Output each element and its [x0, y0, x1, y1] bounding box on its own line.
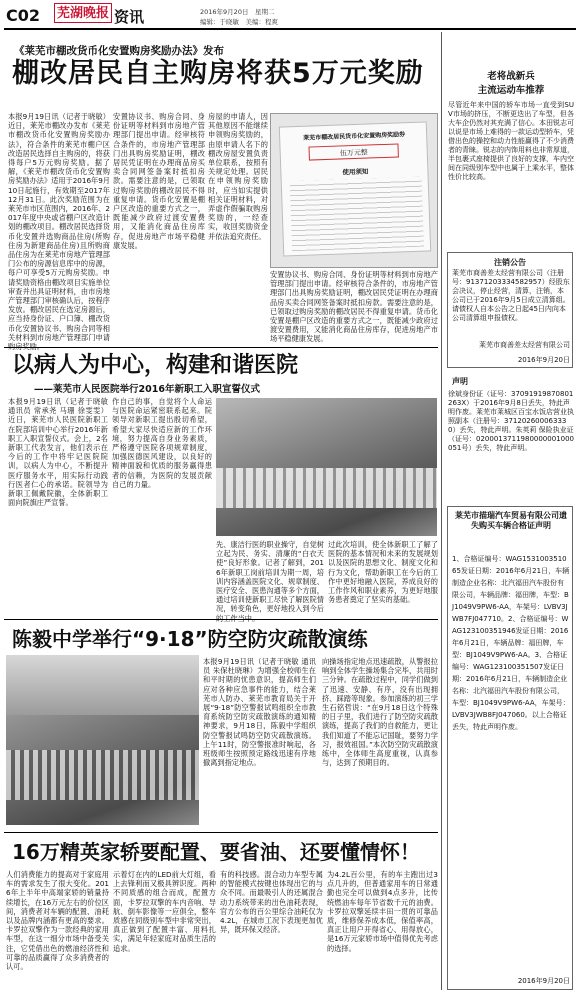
article4-body-col3: 有的科技感。混合动力车型专属的智能模式按键也体现出它的与众不同。而最吸引人的还属混合动力系统带来的出色油耗表现，官方公布的百公里综合油耗仅为4.2L，在城市工况下表现更加优异，既环保又经济。 [220, 870, 323, 935]
voucher-title: 莱芜市棚改居民货币化安置购房奖励券 [303, 131, 406, 142]
article3-headline: 陈毅中学举行“9·18”防空防灾疏散演练 [12, 627, 368, 651]
article2-body-col2: 作自己的事，自觉将个人命运与医院命运紧密联系起来。院领导对新职工提出殷切希望，希望大家尽快适应新的工作环境，努力提高自身业务素质，严格遵守医院各项规章制度，加强医德医风建设，以良好的精神面貌和优质的服务赢得患者的信赖，为医院的发展贡献自己的力量。 [112, 397, 212, 489]
voucher-amount: 伍万元整 [308, 143, 398, 160]
article1-kicker: 《莱芜市棚改货币化安置购房奖励办法》发布 [14, 45, 224, 57]
article3-body-col2: 向操场指定地点迅速疏散，从警报拉响到全体学生操场集合完毕，共用时三分钟。在疏散过程中，同学们做到了迅速、安静、有序，没有出现拥挤、踩踏等现象。参加演练的初三学生石铭哲说：“在9月18日这个特殊的日子里，我们进行了防空防灾疏散演练，提高了我们的自救能力，更让我们知道了不能忘记国耻，要努力学习，报效祖国。”本次防空防灾疏散演练中，全体师生高度重视，认真参与，达到了预期目的。 [322, 657, 438, 768]
article1-body-col3: 房屋的申请人，因其他原因不能继续申领购房奖励的，由原申请人名下的棚改房屋安置负责单位联系，按照有关规定处理。居民在申领购房奖励时，应当如实提供相关证明材料，对弄虚作假骗取购房奖励的，一经查实，收回奖励资金并依法追究责任。 [208, 112, 268, 241]
staff-rows [216, 468, 437, 508]
notice1-title: 注销公告 [494, 258, 526, 267]
notice1-box [447, 252, 573, 368]
header-rule [4, 28, 576, 30]
students-running [6, 750, 199, 800]
issue-date: 2016年9月20日 星期二 [200, 8, 275, 16]
article2-body: 本报9月19日讯（记者于晓敏 通讯员 常承尧 马珊 徐雯雯）近日，莱芜市人民医院新职工在院部培训中心举行2016年新职工入职宣誓仪式。会上，2名新职工代表发言，他们表示在今后的工作中将牢记医院院训，以病人为中心，不断提升医疗服务水平，用实际行动践行医者仁心的承诺。院领导为新职工佩戴院徽，全体新职工面向院旗庄严宣誓。 [8, 397, 108, 508]
sidebar-feature-title: 老将战新兵 [487, 71, 535, 82]
notice3-title: 莱芜市描瑞汽车贸易有限公司遗失购买车辆合格证声明 [455, 511, 567, 530]
article4-headline: 16万精英家轿要配置、要省油、还要懂情怀！ [12, 840, 420, 864]
article2-body-col4: 过此次培训，使全体新职工了解了医院的基本情况和未来的发展规划以及医院的思想文化、制度文化和行为文化，帮助新职工在今后的工作中更好地融入医院，养成良好的工作作风和职业素养，为更好地服务患者奠定了坚实的基础。 [328, 540, 438, 605]
notice1-signature: 莱芜市商善差太经营有限公司 [479, 341, 570, 349]
evacuation-drill-photo [6, 655, 199, 825]
notice3-body: 1、合格证编号：WAG153100351065发证日期：2016年6月21日，车辆制造企业名称：北汽福田汽车股份有限公司，车辆品牌：福田牌，车型：BJ1049V9PW6-AA，车架号：LVBV3JWB7FJ047710。2、合格证编号：WAG123100351946发证日期：2016年6月21日，车辆品牌：福田牌，车型：BJ1049V9PW6-AA。3、合格证编号：WAG123100351507发证日期：2016年6月21日，车辆制造企业名称：北汽福田汽车股份有限公司，车型：BJ1049V9PW6-AA，车架号：LVBV3JWB8FJ047060。以上合格证丢失，特此声明作废。 [452, 555, 570, 731]
voucher-document [279, 121, 431, 256]
newspaper-logo: 芜湖晚报 [54, 3, 112, 23]
page-code: C02 [6, 6, 41, 25]
article1-body-col4: 安置协议书、购房合同、身份证明等材料到市房地产管理部门提出申请。经审核符合条件的，市房地产管理部门出具购房奖励证明，棚改居民凭证明在办理商品房买卖合同网签备案时抵扣房款。需要注意的是，已领取过购房奖励的棚改居民不得重复申请。货币化安置是棚户区改造的重要方式之一，既能减少政府过渡安置费用，又能消化商品住房库存，促进房地产市场平稳健康发展。 [270, 270, 438, 344]
sidebar-divider [441, 32, 442, 990]
article3-body: 本报9月19日讯（记者于晓敏 通讯员 朱保杜晓琳）为增强全校师生在和平时期的忧患意识，提高师生们应对各种应急事件的能力，结合莱芜市人防办、莱芜市教育局关于开展“9·18”防空警报试鸣组织全市教育系统防空防灾疏散演练的通知精神要求，9月18日，陈毅中学组织防空警报试鸣防空防灾疏散演练。上午11时，防空警报准时响起，各班级师生按照预定路线迅速有序地撤离到指定地点。 [203, 657, 316, 768]
notice3-date: 2016年9月20日 [517, 977, 570, 985]
article2-headline: 以病人为中心，构建和谐医院 [12, 353, 299, 378]
notice1-body: 莱芜市商善差太经营有限公司（注册号：91371203334582957）经股东会决议，停止经营，清算，注销，本公司已于2016年9月5日成立清算组。请债权人自本公告之日起45日内向本公司清算组申报债权。 [452, 269, 570, 322]
voucher-text-lines [290, 177, 424, 252]
article2-body-col3: 先、康洁行医的职业操守，自觉树立起为民、务实、清廉的“白衣天使”良好形象。记者了解到，2016年新职工岗前培训为期一周，培训内容涵盖医院文化、规章制度、医疗安全、医患沟通等多个方面，通过培训使新职工尽快了解医院情况，转变角色，更好地投入到今后 [216, 540, 324, 614]
notice2-body: 徐斌身份证（证号：37091919870801263X）于2016年9月8日丢失，特此声明作废。莱芜市莱城区百宝水饭店营业执照副本（注册号：371202600063330）丢失，特此声明。朱英莉 保险执业证（证号：0200013711980000001000051号）丢失，特此声明。 [448, 390, 574, 452]
notice1-date: 2016年9月20日 [517, 356, 570, 364]
editor-credit: 编辑：于晓敏 美编：程爽 [200, 18, 278, 26]
article3-rule [4, 832, 438, 833]
article4-body-col2: 示着灯在内的LED前大灯组，看上去锋利而又极具辨识度。两种不同质感的组合而成，配置方面，卡罗拉双擎的车内音响、导航、倒车影像等一应俱全，整车质感在同级别车型中非常突出，真正做到了配置丰富、用料扎实，满足年轻家庭对品质生活的追求。 [113, 870, 216, 953]
notice3-box [447, 506, 573, 990]
section-title: 资讯 [114, 8, 145, 26]
voucher-photo [270, 113, 438, 268]
article2-subhead: ——莱芜市人民医院举行2016年新职工入职宣誓仪式 [34, 384, 260, 395]
hospital-ceremony-photo [216, 398, 437, 536]
article1-body: 本报9月19日讯（记者于晓敏）近日，莱芜市棚改办发布《莱芜市棚改货币化安置购房奖励办法》，符合条件的莱芜市棚户区改造居民选择自主购房的，将获得每户5万元购房奖励。据了解，《莱芜市棚改货币化安置购房奖励办法》适用于2016年9月10日起施行，有效期至2017年12月31日。此次奖励范围为在莱芜市市区范围内，2016年、2017年度中央或省棚户区改造计划的棚改项目。棚改居民选择货币化安置并选购商品住房(所购住房为新建商品住房)且所购商品住房为在莱芜市房地产管理部门公布的房源信息库中的房源，每户可享受5万元购房奖励。申请奖励资格由棚改项目实施单位审查并出具证明材料，由市房地产管理部门审核确认后，按程序发放。棚改居民在选定房源后，应当持身份证、户口簿、棚改货币化安置协议书、购房合同等相关材料到市房地产管理部门申请 [8, 112, 110, 342]
sidebar-feature-subtitle: 主流运动车推荐 [477, 85, 545, 96]
article1-rule [4, 347, 438, 348]
voucher-subtitle: 使用须知 [342, 167, 369, 177]
article4-body-col4: 为4.2L百公里，有的车主跑出过3点几升的，但普通家用车的日常通勤也完全可以做到4点多升，比传统燃油车每年节省数千元的油费。卡罗拉双擎延续丰田一贯的可靠品质，维修保养成本低，保值率高，真正让用户开得省心、用得放心，是16万元家轿市场中值得优先考虑的选择。 [327, 870, 438, 953]
sidebar-feature-body: 尽管近年来中国的轿车市场一直受到SUV市场的挤压，不断更迭出了车型，但各大车企仍然对其充满了信心。本田锐志可以说是市场上难得的一款运动型轿车，凭借出色的操控和动力性能赢得了不少消费者的青睐。锐志的内饰用料也非常厚道，半包裹式座椅提供了良好的支撑，车内空间在同级别车型中也属于上乘水平，整体性价比较高。 [448, 101, 574, 181]
notice2-title: 声明 [452, 377, 468, 386]
article1-headline: 棚改居民自主购房将获5万元奖励 [12, 58, 424, 89]
article2-rule [4, 619, 438, 620]
school-building [6, 655, 199, 715]
article4-body: 人们消费能力的提高对于家庭用车的需求发生了很大变化。2016年上半年中高端家轿的销量持续增长，在16万元左右的价位区间，消费者对车辆的配置、油耗以及品牌内涵都有更高的要求。卡罗拉双擎作为一款经典的家用车型，在这一细分市场中备受关注，它凭借出色的燃油经济性和可靠的品质赢得了众多消费者的认可。 [6, 870, 109, 972]
article1-body-col2: 安置协议书、购房合同、身份证明等材料到市房地产管理部门提出申请。经审核符合条件的，市房地产管理部门出具购房奖励证明，棚改居民凭证明在办理商品房买卖合同网签备案时抵扣房款。需要注意的是，已领取过购房奖励的棚改居民不得重复申请。货币化安置是棚户区改造的重要方式之一，既能减少政府过渡安置费用，又能消化商品住房库存，促进房地产市场平稳健康发展。 [113, 112, 205, 250]
